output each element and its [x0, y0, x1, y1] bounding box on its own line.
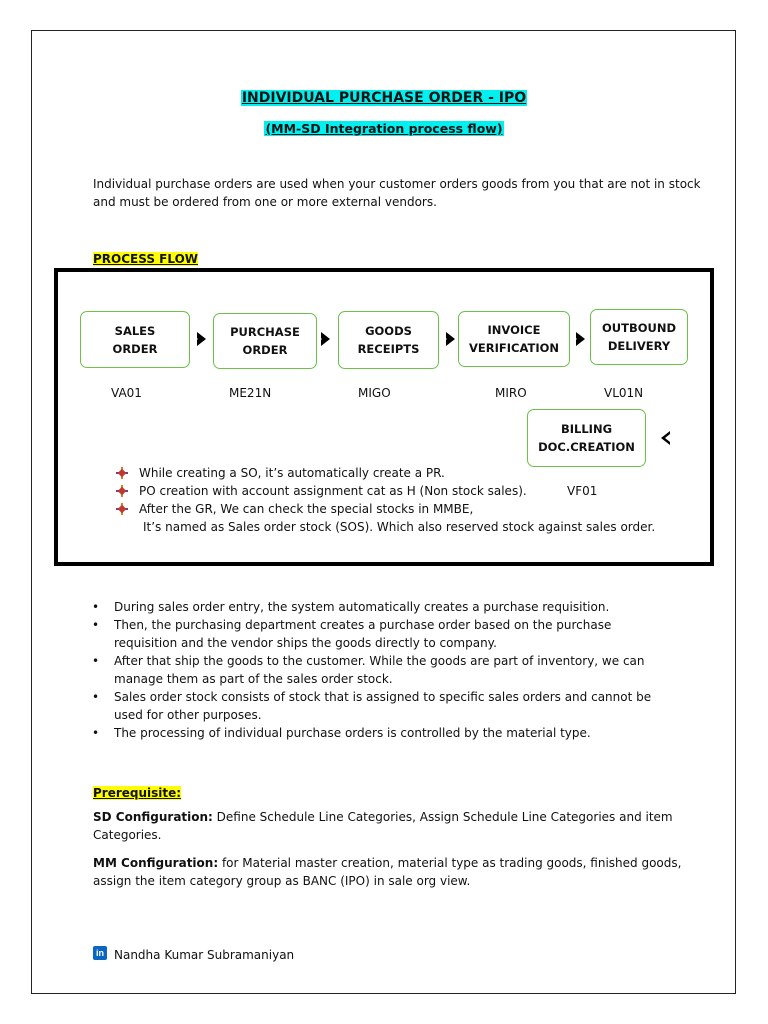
mm-config-text: assign the item category group as BANC (IPO) in sale org view.: [93, 874, 471, 888]
step-purchase-order: [213, 313, 317, 369]
prerequisite-heading: [93, 782, 181, 801]
sd-configuration: [93, 808, 713, 844]
list-item-line: requisition and the vendor ships the goods directly to company.: [114, 636, 497, 650]
prerequisite-label: Prerequisite:: [93, 786, 182, 800]
tcode-vl01n: VL01N: [604, 386, 644, 400]
step-label: DELIVERY: [607, 339, 671, 353]
step-label: DOC.CREATION: [538, 440, 635, 454]
list-item-line: • After that ship the goods to the customer. While the goods are part of inventory, we can: [114, 654, 645, 668]
mm-config-label: MM Configuration:: [93, 856, 219, 870]
flow-note: After the GR, We can check the special stocks in MMBE,: [139, 502, 474, 516]
list-item-line: • Then, the purchasing department creates a purchase order based on the purchase: [114, 618, 612, 632]
step-invoice-verification: [458, 311, 570, 367]
subtitle-text: (MM-SD Integration process flow): [265, 121, 503, 136]
intro-line: and must be ordered from one or more external vendors.: [93, 195, 437, 209]
step-label: ORDER: [112, 341, 158, 356]
step-label: RECEIPTS: [357, 342, 420, 356]
list-item: [114, 652, 674, 688]
arrow-right-icon: [576, 332, 585, 346]
star-bullet-icon: [116, 485, 128, 497]
flow-note: PO creation with account assignment cat as H (Non stock sales).: [139, 484, 527, 498]
list-item: [114, 616, 674, 652]
flow-note: While creating a SO, it’s automatically create a PR.: [139, 466, 445, 480]
step-label: SALES: [114, 323, 156, 338]
step-billing-doc-creation: [527, 409, 646, 467]
step-label: PURCHASE: [230, 325, 300, 339]
arrow-right-icon: [197, 332, 206, 346]
arrow-right-icon: [446, 332, 455, 346]
tcode-miro: MIRO: [495, 386, 527, 400]
star-bullet-icon: [116, 467, 128, 479]
step-label: ORDER: [242, 343, 288, 357]
tcode-va01: VA01: [111, 386, 142, 400]
arrow-left-icon: [661, 431, 670, 445]
list-item: [114, 688, 674, 724]
page-title: [0, 90, 768, 106]
step-sales-order: [80, 311, 190, 368]
list-item-line: • During sales order entry, the system automatically creates a purchase requisition.: [114, 600, 610, 614]
title-text: INDIVIDUAL PURCHASE ORDER - IPO: [241, 90, 527, 106]
step-label: GOODS: [365, 324, 412, 338]
step-goods-receipts: [338, 311, 439, 369]
process-flow-label: PROCESS FLOW: [93, 252, 199, 266]
star-bullet-icon: [116, 503, 128, 515]
step-label: VERIFICATION: [469, 341, 559, 355]
step-label: BILLING: [560, 422, 613, 436]
author-name: Nandha Kumar Subramaniyan: [114, 948, 295, 962]
list-item: [114, 598, 674, 616]
sd-config-text: Categories.: [93, 828, 162, 842]
arrow-right-icon: [321, 332, 330, 346]
mm-config-text: for Material master creation, material type as trading goods, finished goods,: [218, 856, 682, 870]
list-item-line: • Sales order stock consists of stock that is assigned to specific sales orders and cannot be: [114, 690, 652, 704]
step-outbound-delivery: [590, 309, 688, 365]
tcode-me21n: ME21N: [229, 386, 272, 400]
step-label: OUTBOUND: [601, 321, 676, 335]
process-flow-heading: [93, 248, 198, 267]
list-item: [114, 724, 674, 742]
bullet-list: [92, 598, 674, 742]
sd-config-label: SD Configuration:: [93, 810, 213, 824]
list-item-line: used for other purposes.: [114, 708, 262, 722]
sd-config-text: Define Schedule Line Categories, Assign Schedule Line Categories and item: [212, 810, 673, 824]
step-label: INVOICE: [487, 323, 541, 337]
page-subtitle: [0, 121, 768, 136]
list-item-line: manage them as part of the sales order stock.: [114, 672, 393, 686]
mm-configuration: [93, 854, 713, 890]
intro-line: Individual purchase orders are used when your customer orders goods from you that are not in stock: [93, 177, 701, 191]
tcode-vf01: VF01: [567, 484, 598, 498]
intro-paragraph: [93, 175, 713, 211]
list-item-line: • The processing of individual purchase orders is controlled by the material type.: [114, 726, 591, 740]
tcode-migo: MIGO: [358, 386, 391, 400]
flow-note-continuation: It’s named as Sales order stock (SOS). Which also reserved stock against sales order.: [143, 520, 656, 534]
linkedin-icon: in: [93, 946, 107, 960]
